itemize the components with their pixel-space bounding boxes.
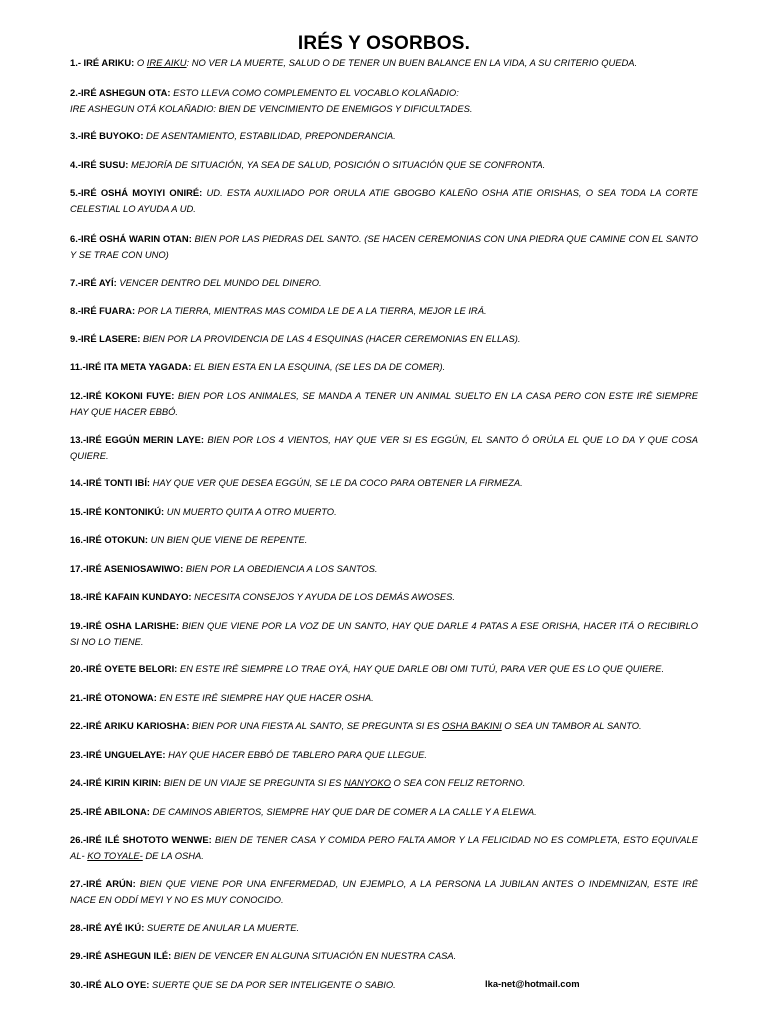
entry-label: 15.-IRÉ KONTONIKÚ: [70, 506, 165, 517]
list-item [70, 832, 698, 863]
entry-label: 26.-IRÉ ILÉ SHOTOTO WENWE: [70, 834, 212, 845]
entry-text: DE CAMINOS ABIERTOS, SIEMPRE HAY QUE DAR DE COMER A LA CALLE Y A ELEWA. [149, 806, 537, 817]
entry-label: 18.-IRÉ KAFAIN KUNDAYO: [70, 591, 192, 602]
entry-text: POR LA TIERRA, MIENTRAS MAS COMIDA LE DE A LA TIERRA, MEJOR LE IRÁ. [135, 305, 487, 316]
entry-sublabel: IRE ASHEGUN OTÁ KOLAÑADIO: [70, 102, 217, 114]
entry-label: 19.-IRÉ OSHA LARISHE: [70, 620, 179, 631]
entry-text: NECESITA CONSEJOS Y AYUDA DE LOS DEMÁS AWOSES. [191, 591, 455, 602]
entry-label: 27.-IRÉ ARÚN: [70, 878, 136, 889]
list-item [70, 85, 698, 116]
entry-label: 28.-IRÉ AYÉ IKÚ: [70, 922, 145, 933]
list-item [70, 359, 698, 375]
entry-underlined-term: OSHA BAKINI [442, 720, 502, 731]
entry-text: BIEN POR UNA FIESTA AL SANTO, SE PREGUNTA SI ES [189, 720, 443, 731]
entry-text: UN MUERTO QUITA A OTRO MUERTO. [164, 506, 337, 517]
entry-label: 8.-IRÉ FUARA: [70, 305, 136, 316]
entry-text: O [134, 57, 147, 68]
entry-text: SUERTE QUE SE DA POR SER INTELIGENTE O SABIO. [149, 979, 396, 990]
entry-underlined-term: KO TOYALE- [87, 849, 143, 861]
list-item [70, 690, 698, 706]
list-item [70, 561, 698, 577]
entry-label: 16.-IRÉ OTOKUN: [70, 534, 148, 545]
entry-text: EN ESTE IRÉ SIEMPRE HAY QUE HACER OSHA. [156, 692, 374, 703]
page-title: IRÉS Y OSORBOS. [297, 33, 471, 54]
list-item [70, 718, 698, 734]
entry-label: 29.-IRÉ ASHEGUN ILÉ: [70, 950, 172, 961]
entry-text: BIEN POR LA OBEDIENCIA A LOS SANTOS. [183, 563, 378, 574]
entry-label: 13.-IRÉ EGGÚN MERIN LAYE: [70, 434, 204, 445]
entry-underlined-term: NANYOKO [344, 777, 391, 788]
entry-text: EL BIEN ESTA EN LA ESQUINA, (SE LES DA DE COMER). [191, 361, 446, 372]
entry-label: 4.-IRÉ SUSU: [70, 159, 129, 170]
entry-text: DE LA OSHA. [142, 849, 204, 861]
list-item [70, 185, 698, 216]
list-item [70, 388, 698, 419]
entry-text: O SEA CON FELIZ RETORNO. [390, 777, 526, 788]
list-item [70, 920, 698, 936]
entry-label: 7.-IRÉ AYÍ: [70, 277, 117, 288]
entry-label: 23.-IRÉ UNGUELAYE: [70, 749, 166, 760]
entry-text: MEJORÍA DE SITUACIÓN, YA SEA DE SALUD, POSICIÓN O SITUACIÓN QUE SE CONFRONTA. [128, 159, 546, 170]
entry-label: 9.-IRÉ LASERE: [70, 333, 141, 344]
list-item [70, 876, 698, 907]
entry-text: ESTO LLEVA COMO COMPLEMENTO EL VOCABLO KOLAÑADIO: [170, 87, 459, 98]
entry-label: 3.-IRÉ BUYOKO: [70, 130, 144, 141]
list-item [70, 231, 698, 262]
list-item [70, 331, 698, 347]
list-item [70, 804, 698, 820]
entry-underlined-term: IRE AIKU [146, 57, 187, 68]
entry-label: 22.-IRÉ ARIKU KARIOSHA: [70, 720, 190, 731]
entry-text: SUERTE DE ANULAR LA MUERTE. [144, 922, 300, 933]
entry-text: BIEN QUE VIENE POR LA VOZ DE UN SANTO, HAY QUE DARLE 4 PATAS A ESE ORISHA, HACER ITÁ O RECIBIRLO SI NO LO TIENE. [70, 620, 699, 647]
list-item [70, 532, 698, 548]
entry-text: BIEN QUE VIENE POR UNA ENFERMEDAD, UN EJEMPLO, A LA PERSONA LA JUBILAN ANTES O INDEMNIZAN, ESTE IRÉ NACE EN ODDÍ MEYI Y NO ES MUY CONOCIDO. [70, 878, 698, 905]
entry-text: BIEN POR LA PROVIDENCIA DE LAS 4 ESQUINAS (HACER CEREMONIAS EN ELLAS). [140, 333, 521, 344]
list-item [70, 661, 698, 677]
list-item [70, 303, 698, 319]
list-item [70, 475, 698, 491]
entry-text: O SEA UN TAMBOR AL SANTO. [501, 720, 642, 731]
entry-text: BIEN DE TENER CASA Y COMIDA PERO FALTA AMOR Y LA FELICIDAD NO ES COMPLETA, ESTO EQUIVALE AL- [70, 834, 699, 861]
entry-text: VENCER DENTRO DEL MUNDO DEL DINERO. [116, 277, 322, 288]
list-item [70, 589, 698, 605]
list-item [70, 275, 698, 291]
entry-label: 17.-IRÉ ASENIOSAWIWO: [70, 563, 184, 574]
entry-label: 24.-IRÉ KIRIN KIRIN: [70, 777, 162, 788]
entry-label: 30.-IRÉ ALO OYE: [70, 979, 150, 990]
list-item [70, 432, 698, 463]
list-item [70, 747, 698, 763]
entry-label: 2.-IRÉ ASHEGUN OTA: [70, 87, 171, 98]
entry-text: DE ASENTAMIENTO, ESTABILIDAD, PREPONDERANCIA. [143, 130, 396, 141]
entry-text: BIEN POR LAS PIEDRAS DEL SANTO. (SE HACEN CEREMONIAS CON UNA PIEDRA QUE CAMINE CON EL SANTO Y SE TRAE CON UNO) [70, 233, 698, 260]
list-item [70, 977, 470, 993]
entry-label: 5.-IRÉ OSHÁ MOYIYI ONIRÉ: [70, 187, 203, 198]
entry-text: UD. ESTA AUXILIADO POR ORULA ATIE GBOGBO KALEÑO OSHA ATIE ORISHAS, O SEA TODA LA CORTE CELESTIAL LO AYUDA A UD. [70, 187, 698, 214]
entry-text: BIEN DE VENCIMIENTO DE ENEMIGOS Y DIFICULTADES. [216, 102, 473, 114]
footer-email: lka-net@hotmail.com [485, 978, 580, 989]
entry-text: BIEN POR LOS ANIMALES, SE MANDA A TENER UN ANIMAL SUELTO EN LA CASA PERO CON ESTE IRÉ SIEMPRE HAY QUE HACER EBBÓ. [70, 390, 699, 417]
list-item [70, 157, 698, 173]
list-item [70, 948, 698, 964]
entry-text: BIEN DE UN VIAJE SE PREGUNTA SI ES [161, 777, 345, 788]
list-item [70, 128, 698, 144]
entry-label: 1.- IRÉ ARIKU: [70, 57, 135, 68]
entry-label: 11.-IRÉ ITA META YAGADA: [70, 361, 192, 372]
entry-label: 25.-IRÉ ABILONA: [70, 806, 150, 817]
list-item [70, 775, 698, 791]
list-item [70, 504, 698, 520]
entry-label: 21.-IRÉ OTONOWA: [70, 692, 157, 703]
entry-text: BIEN DE VENCER EN ALGUNA SITUACIÓN EN NUESTRA CASA. [171, 950, 457, 961]
entry-text: HAY QUE VER QUE DESEA EGGÚN, SE LE DA COCO PARA OBTENER LA FIRMEZA. [150, 477, 523, 488]
list-item [70, 618, 698, 649]
entry-label: 6.-IRÉ OSHÁ WARIN OTAN: [70, 233, 192, 244]
entry-label: 14.-IRÉ TONTI IBÍ: [70, 477, 151, 488]
entry-text: UN BIEN QUE VIENE DE REPENTE. [147, 534, 308, 545]
entry-label: 12.-IRÉ KOKONI FUYE: [70, 390, 175, 401]
entry-label: 20.-IRÉ OYETE BELORI: [70, 663, 178, 674]
entry-text: : NO VER LA MUERTE, SALUD O DE TENER UN BUEN BALANCE EN LA VIDA, A SU CRITERIO QUEDA. [186, 57, 638, 68]
entry-text: HAY QUE HACER EBBÓ DE TABLERO PARA QUE LLEGUE. [165, 749, 428, 760]
entry-text: EN ESTE IRÉ SIEMPRE LO TRAE OYÁ, HAY QUE DARLE OBI OMI TUTÚ, PARA VER QUE ES LO QUE QUIERE. [177, 663, 665, 674]
list-item [70, 55, 698, 71]
entry-text: BIEN POR LOS 4 VIENTOS, HAY QUE VER SI ES EGGÚN, EL SANTO Ó ORÚLA EL QUE LO DA Y QUE COSA QUIERE. [70, 434, 698, 461]
